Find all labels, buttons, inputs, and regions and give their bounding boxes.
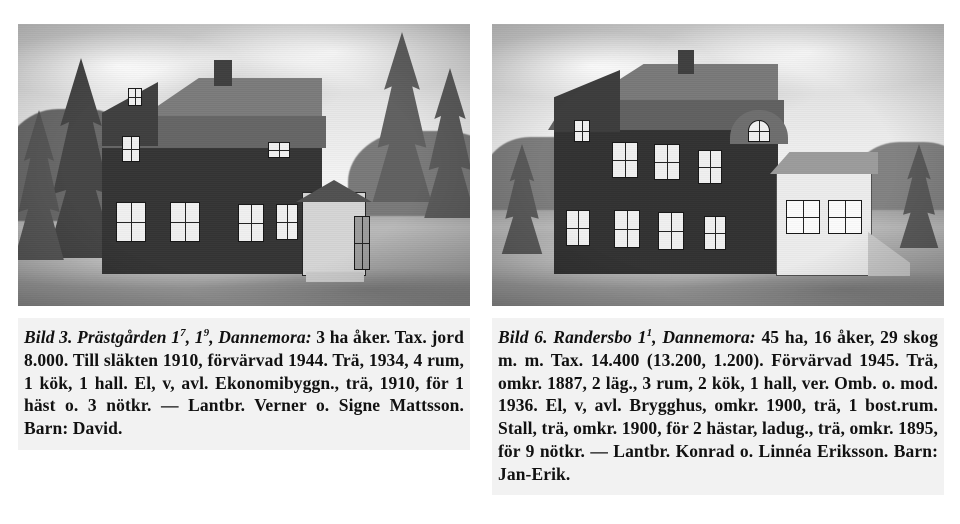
- window-facade-3: [238, 204, 264, 242]
- photo-randersbo: [492, 24, 944, 306]
- entry-bild-6: [492, 24, 944, 495]
- porch-door: [354, 216, 370, 270]
- window-gable-upper: [128, 88, 142, 106]
- window-wing-1: [786, 200, 820, 234]
- chimney: [214, 60, 232, 86]
- caption-lead-label: Bild 3. Prästgården 1: [24, 327, 181, 347]
- porch-steps: [306, 272, 364, 282]
- window-upper-2: [612, 142, 638, 178]
- window-lower-2: [614, 210, 640, 248]
- window-facade-1: [116, 202, 146, 242]
- entry-bild-3: [18, 24, 470, 450]
- caption-lead-sup-2: 9: [203, 327, 210, 340]
- window-dormer: [748, 120, 770, 142]
- window-gable-mid: [122, 136, 140, 162]
- caption-lead-end: , Dannemora:: [652, 327, 756, 347]
- caption-lead-sup-1: 7: [180, 327, 186, 340]
- window-lower-1: [566, 210, 590, 246]
- caption-lead-mid: , 1: [185, 327, 204, 347]
- window-upper-3: [654, 144, 680, 180]
- window-lower-3: [658, 212, 684, 250]
- window-upper-4: [698, 150, 722, 184]
- window-lower-4: [704, 216, 726, 250]
- window-wing-2: [828, 200, 862, 234]
- caption-bild-3: [18, 318, 470, 450]
- caption-bild-6: [492, 318, 944, 495]
- window-facade-2: [170, 202, 200, 242]
- caption-body-text: 45 ha, 16 åker, 29 skog m. m. Tax. 14.400 (13.200, 1.200). Förvärvad 1945. Trä, omkr. 1887, 2 läg., 3 rum, 2 kök, 1 hall, ver. Omb. o. mod. 1936. El, v, avl. Brygghus, omkr. 1900, trä, 1 bost.rum. Stall, trä, omkr. 1900, för 2 hästar, ladug., trä, omkr. 1895, för 9 nötkr. — Lantbr. Konrad o. Linnéa Eriksson. Barn: Jan-Erik.: [498, 327, 938, 484]
- caption-lead-end: , Dannemora:: [209, 327, 312, 347]
- window-dormer-roof: [268, 142, 290, 158]
- photo-prastgarden: [18, 24, 470, 306]
- caption-lead-label: Bild 6. Randersbo 1: [498, 327, 647, 347]
- chimney: [678, 50, 694, 74]
- window-upper-1: [574, 120, 590, 142]
- window-facade-4: [276, 204, 298, 240]
- caption-lead-sup-1: 1: [646, 327, 653, 340]
- caption-body-text: 3 ha åker. Tax. jord 8.000. Till släkten 1910, förvärvad 1944. Trä, 1934, 4 rum, 1 kök, 1 hall. El, v, avl. Ekonomibyggn., trä, 1910, för 1 häst o. 3 nötkr. — Lantbr. Verner o. Signe Mattsson. Barn: David.: [24, 327, 464, 438]
